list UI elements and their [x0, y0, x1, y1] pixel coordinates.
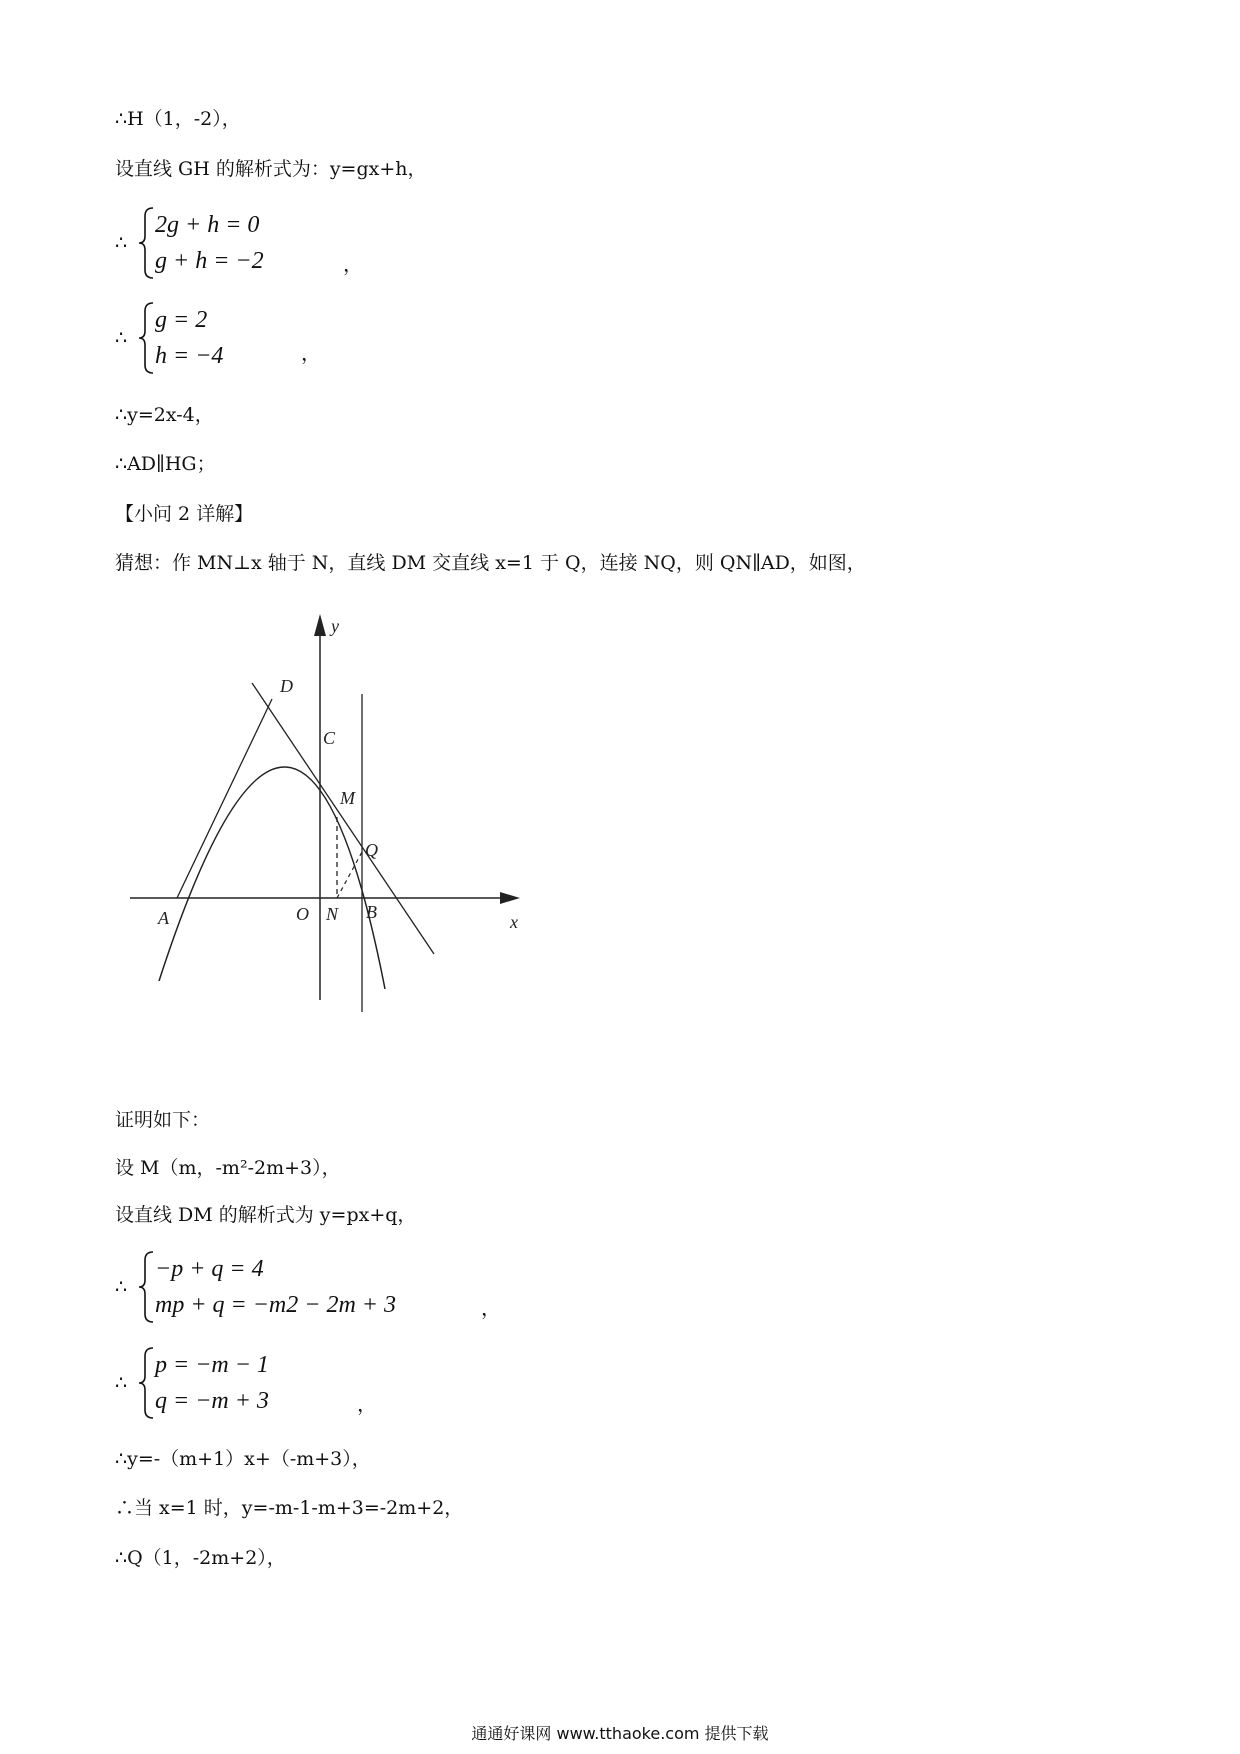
therefore-symbol: ∴ — [115, 1372, 128, 1394]
equation-system-3 — [115, 1250, 535, 1324]
segment-nq — [337, 852, 362, 898]
guess-line: 猜想：作 MN⊥x 轴于 N，直线 DM 交直线 x=1 于 Q，连接 NQ，则 QN∥AD，如图， — [115, 552, 866, 574]
line-ad — [177, 699, 272, 898]
proof-line: 证明如下： — [115, 1109, 211, 1131]
therefore-symbol: ∴ — [115, 1276, 128, 1298]
section-heading: 【小问 2 详解】 — [115, 503, 254, 525]
left-brace-icon — [137, 1346, 157, 1420]
label-c: C — [323, 728, 336, 748]
equation-system-1 — [115, 206, 535, 280]
label-a: A — [158, 908, 169, 928]
equation-system-2 — [115, 301, 535, 375]
equation-system-4 — [115, 1346, 535, 1420]
y-equation-line: ∴y=2x-4， — [115, 404, 214, 426]
left-brace-icon — [137, 206, 157, 280]
system-4-row-2: q = −m + 3 — [155, 1388, 269, 1414]
y-dm-line: ∴y=-（m+1）x+（-m+3）， — [115, 1448, 371, 1470]
comma: ， — [481, 1298, 501, 1320]
system-1-row-1: 2g + h = 0 — [155, 212, 260, 238]
label-y: y — [331, 616, 339, 636]
system-2-row-1: g = 2 — [155, 307, 208, 333]
system-1-row-2: g + h = −2 — [155, 248, 264, 274]
comma: ， — [301, 343, 321, 365]
label-d: D — [280, 676, 293, 696]
set-dm-line: 设直线 DM 的解析式为 y=px+q， — [115, 1204, 417, 1226]
q-point-line: ∴Q（1，-2m+2）， — [115, 1547, 286, 1569]
set-gh-line: 设直线 GH 的解析式为：y=gx+h， — [115, 158, 427, 180]
parallel-line: ∴AD∥HG； — [115, 453, 216, 475]
system-3-row-1: −p + q = 4 — [155, 1256, 264, 1282]
therefore-symbol: ∴ — [115, 327, 128, 349]
comma: ， — [343, 254, 363, 276]
therefore-symbol: ∴ — [115, 232, 128, 254]
left-brace-icon — [137, 301, 157, 375]
parabola-figure — [122, 612, 522, 1012]
label-b: B — [366, 902, 377, 922]
x-axis-arrow-icon — [500, 892, 520, 904]
system-2-row-2: h = −4 — [155, 343, 224, 369]
line-dm — [252, 683, 434, 954]
label-m: M — [340, 788, 355, 808]
system-4-row-1: p = −m − 1 — [155, 1352, 269, 1378]
footer-watermark: 通通好课网 www.tthaoke.com 提供下载 — [471, 1724, 769, 1743]
label-x: x — [510, 912, 518, 932]
label-o: O — [296, 904, 309, 924]
when-x1-line: ∴当 x=1 时，y=-m-1-m+3=-2m+2， — [115, 1497, 464, 1519]
y-axis-arrow-icon — [314, 614, 326, 636]
h-point-line: ∴H（1，-2）， — [115, 108, 241, 130]
label-n: N — [326, 904, 339, 924]
system-3-row-2: mp + q = −m2 − 2m + 3 — [155, 1292, 396, 1318]
left-brace-icon — [137, 1250, 157, 1324]
comma: ， — [357, 1394, 377, 1416]
set-m-line: 设 M（m，-m²-2m+3）， — [115, 1157, 341, 1179]
label-q: Q — [365, 840, 378, 860]
